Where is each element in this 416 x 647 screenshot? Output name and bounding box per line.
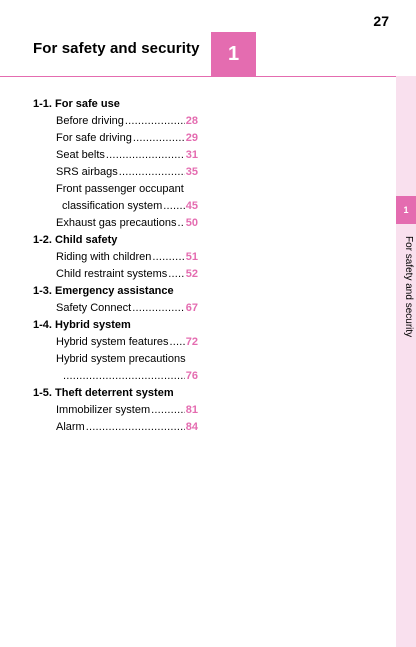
toc-entry[interactable]: [33, 130, 198, 147]
toc-entry-label: Seat belts: [56, 149, 105, 161]
dot-leader: [168, 266, 184, 283]
sidebar-label: For safety and security: [403, 236, 414, 338]
toc-section-heading: 1-5. Theft deterrent system: [33, 387, 174, 399]
toc-entry[interactable]: [33, 266, 198, 283]
toc-entry-label-continued: classification system: [62, 200, 163, 212]
toc-page-link[interactable]: 52: [185, 268, 198, 280]
dot-leader: [177, 215, 184, 232]
sidebar-tab[interactable]: [396, 196, 416, 224]
dot-leader: [152, 249, 184, 266]
toc-entry[interactable]: [33, 402, 198, 419]
toc-entry-label: Child restraint systems: [56, 268, 168, 280]
toc-entry-label: Alarm: [56, 421, 85, 433]
toc-page-link[interactable]: 67: [185, 302, 198, 314]
toc-page-link[interactable]: 31: [185, 149, 198, 161]
toc-entry[interactable]: [33, 215, 198, 232]
toc-entry-label: Before driving: [56, 115, 124, 127]
chapter-number-box: [211, 32, 256, 77]
toc-page-link[interactable]: 51: [185, 251, 198, 263]
dot-leader: [163, 198, 184, 215]
toc-page-link[interactable]: 28: [185, 115, 198, 127]
dot-leader: [63, 368, 185, 385]
header-rule: [0, 76, 416, 77]
dot-leader: [151, 402, 185, 419]
toc-entry-label: Hybrid system precautions: [56, 353, 186, 365]
toc-entry-label: For safe driving: [56, 132, 132, 144]
toc-entry[interactable]: [33, 351, 198, 385]
toc-page-link[interactable]: 35: [185, 166, 198, 178]
toc-section-heading: 1-4. Hybrid system: [33, 319, 131, 331]
toc-entry[interactable]: [33, 334, 198, 351]
toc-section-heading: 1-2. Child safety: [33, 234, 118, 246]
page-number: 27: [373, 13, 389, 29]
toc-entry-label: Hybrid system features: [56, 336, 169, 348]
dot-leader: [132, 300, 185, 317]
toc-section-heading: 1-3. Emergency assistance: [33, 285, 174, 297]
dot-leader: [106, 147, 185, 164]
toc-entry-label: Front passenger occupant: [56, 183, 184, 195]
toc-entry[interactable]: [33, 164, 198, 181]
chapter-number: 1: [227, 43, 240, 65]
toc-page-link[interactable]: 76: [185, 370, 198, 382]
toc-page-link[interactable]: 50: [185, 217, 198, 229]
sidebar-tab-number: 1: [403, 205, 409, 215]
dot-leader: [119, 164, 185, 181]
toc-entry-label: Riding with children: [56, 251, 152, 263]
toc-entry-label: Exhaust gas precautions: [56, 217, 177, 229]
chapter-title: For safety and security: [33, 40, 200, 57]
dot-leader: [133, 130, 185, 147]
toc-page-link[interactable]: 81: [185, 404, 198, 416]
toc-entry[interactable]: [33, 249, 198, 266]
toc-entry[interactable]: [33, 419, 198, 436]
toc-entry-label: Immobilizer system: [56, 404, 151, 416]
table-of-contents: [33, 96, 198, 436]
toc-entry-label: Safety Connect: [56, 302, 132, 314]
toc-entry[interactable]: [33, 181, 198, 215]
dot-leader: [125, 113, 185, 130]
toc-entry[interactable]: [33, 300, 198, 317]
toc-entry-label: SRS airbags: [56, 166, 118, 178]
toc-page-link[interactable]: 72: [185, 336, 198, 348]
toc-section-heading: 1-1. For safe use: [33, 98, 120, 110]
dot-leader: [86, 419, 185, 436]
toc-page-link[interactable]: 84: [185, 421, 198, 433]
toc-entry[interactable]: [33, 113, 198, 130]
toc-page-link[interactable]: 29: [185, 132, 198, 144]
dot-leader: [169, 334, 184, 351]
toc-entry[interactable]: [33, 147, 198, 164]
chapter-sidebar: [396, 76, 416, 647]
toc-page-link[interactable]: 45: [185, 200, 198, 212]
